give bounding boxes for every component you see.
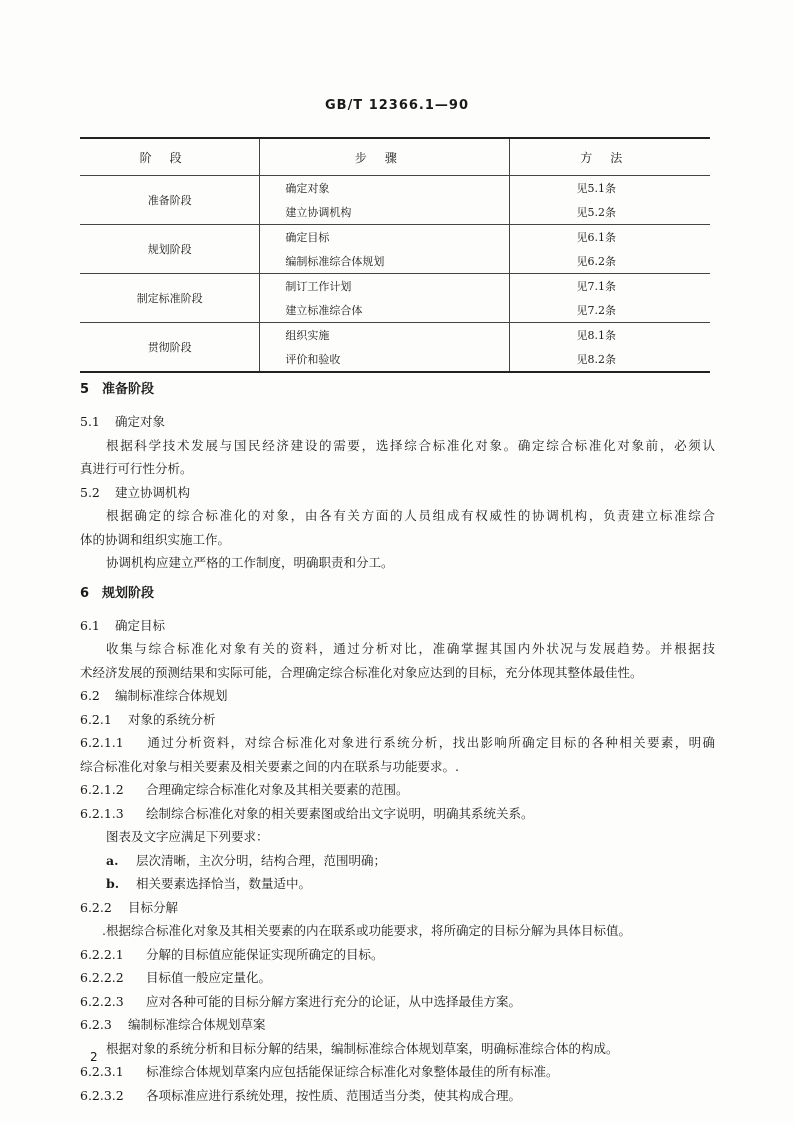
clause-heading: 6.2 编制标准综合体规划 (80, 688, 228, 703)
clause-heading: 5.2 建立协调机构 (80, 484, 191, 500)
step-name: 评价和验收 (260, 347, 510, 372)
section-heading: 6 规划阶段 (80, 585, 155, 601)
clause: 6.2.3.1 标准综合体规划草案内应包括能保证综合标准化对象整体最佳的所有标准。 (80, 1064, 559, 1079)
step-name: 编制标准综合体规划 (260, 249, 510, 274)
step-name: 制订工作计划 (260, 274, 510, 299)
header-step: 步骤 (260, 138, 510, 176)
clause-heading: 6.2.2 目标分解 (80, 899, 179, 915)
section-heading: 5 准备阶段 (80, 382, 155, 397)
body-text (80, 375, 715, 1107)
clause-heading: 6.2.1 对象的系统分析 (80, 711, 216, 727)
method-ref: 见8.2条 (510, 347, 710, 372)
stage-name: 贯彻阶段 (80, 323, 260, 373)
clause-heading: 6.2.3 编制标准综合体规划草案 (80, 1017, 266, 1032)
method-ref: 见5.1条 (510, 176, 710, 201)
paragraph: .根据综合标准化对象及其相关要素的内在联系或功能要求，将所确定的目标分解为具体目标值。 (102, 923, 631, 938)
table-row (80, 274, 710, 299)
step-name: 建立标准综合体 (260, 298, 510, 323)
list-item: a. 层次清晰，主次分明，结构合理，范围明确； (106, 852, 387, 868)
stage-name: 制定标准阶段 (80, 274, 260, 323)
clause-heading: 6.1 确定目标 (80, 617, 166, 633)
paragraph: 真进行可行性分析。 (80, 461, 193, 476)
header-stage: 阶段 (80, 138, 260, 176)
paragraph: 根据确定的综合标准化的对象，由各有关方面的人员组成有权威性的协调机构，负责建立标准综合 (106, 508, 715, 523)
clause: 6.2.1.1 通过分析资料，对综合标准化对象进行系统分析，找出影响所确定目标的各种相关要素，明确 (80, 735, 715, 750)
step-name: 确定目标 (260, 225, 510, 250)
clause: 6.2.2.2 目标值一般应定量化。 (80, 970, 272, 985)
stage-name: 准备阶段 (80, 176, 260, 225)
paragraph: 协调机构应建立严格的工作制度，明确职责和分工。 (106, 555, 394, 570)
step-name: 组织实施 (260, 323, 510, 348)
clause: 6.2.3.2 各项标准应进行系统处理，按性质、范围适当分类，使其构成合理。 (80, 1087, 522, 1103)
clause: 6.2.2.1 分解的目标值应能保证实现所确定的目标。 (80, 946, 384, 962)
clause: 6.2.2.3 应对各种可能的目标分解方案进行充分的论证，从中选择最佳方案。 (80, 993, 522, 1009)
header-method: 方法 (510, 138, 710, 176)
paragraph: 综合标准化对象与相关要素及相关要素之间的内在联系与功能要求。. (80, 758, 459, 774)
method-ref: 见6.2条 (510, 249, 710, 274)
stage-name: 规划阶段 (80, 225, 260, 274)
clause-heading: 5.1 确定对象 (80, 414, 166, 429)
method-ref: 见5.2条 (510, 200, 710, 225)
paragraph: 术经济发展的预测结果和实际可能，合理确定综合标准化对象应达到的目标，充分体现其整体最佳性。 (80, 664, 643, 680)
clause: 6.2.1.3 绘制综合标准化对象的相关要素图或给出文字说明，明确其系统关系。 (80, 805, 534, 821)
step-name: 确定对象 (260, 176, 510, 201)
standard-number-header: GB/T 12366.1—90 (324, 98, 470, 113)
method-ref: 见7.1条 (510, 274, 710, 299)
page-number: 2 (90, 1050, 98, 1064)
table-row (80, 323, 710, 348)
method-ref: 见7.2条 (510, 298, 710, 323)
paragraph: 根据对象的系统分析和目标分解的结果，编制标准综合体规划草案，明确标准综合体的构成。 (106, 1040, 619, 1056)
method-ref: 见8.1条 (510, 323, 710, 348)
method-ref: 见6.1条 (510, 225, 710, 250)
paragraph: 体的协调和组织实施工作。 (80, 531, 231, 547)
clause: 6.2.1.2 合理确定综合标准化对象及其相关要素的范围。 (80, 782, 409, 797)
step-name: 建立协调机构 (260, 200, 510, 225)
list-item: b. 相关要素选择恰当，数量适中。 (106, 876, 312, 891)
stage-steps-table (80, 137, 710, 373)
paragraph: 收集与综合标准化对象有关的资料，通过分析对比，准确掌握其国内外状况与发展趋势。并根据技 (106, 641, 715, 656)
table-header-row (80, 138, 710, 176)
table-row (80, 225, 710, 250)
table-row (80, 176, 710, 201)
paragraph: 根据科学技术发展与国民经济建设的需要，选择综合标准化对象。确定综合标准化对象前，必须认 (106, 437, 715, 453)
paragraph: 图表及文字应满足下列要求： (106, 829, 269, 844)
